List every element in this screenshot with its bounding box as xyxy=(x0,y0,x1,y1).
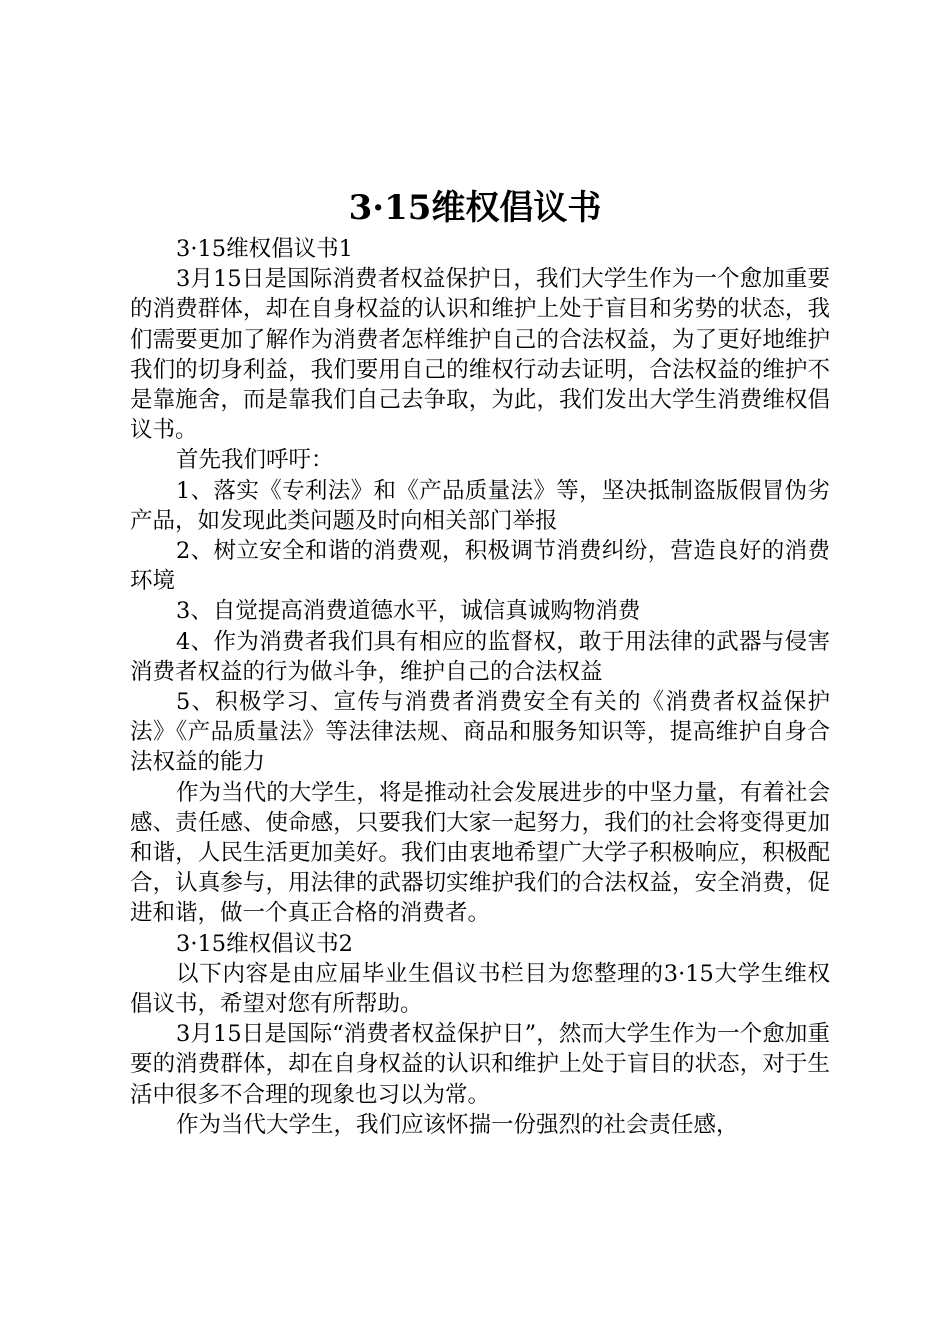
list-item: 3、自觉提高消费道德水平，诚信真诚购物消费 xyxy=(176,598,641,625)
list-item: 1、落实《专利法》和《产品质量法》等，坚决抵制盗版假冒伪劣产品，如发现此类问题及时向相关部门举报 xyxy=(130,477,830,534)
document-body xyxy=(130,234,830,1140)
paragraph: 3月15日是国际消费者权益保护日，我们大学生作为一个愈加重要的消费群体，却在自身权益的认识和维护上处于盲目和劣势的状态，我们需要更加了解作为消费者怎样维护自己的合法权益，为了更好地维护我们的切身利益，我们要用自己的维权行动去证明，合法权益的维护不是靠施舍，而是靠我们自己去争取，为此，我们发出大学生消费维权倡议书。 xyxy=(130,266,830,444)
list-item: 4、作为消费者我们具有相应的监督权，敢于用法律的武器与侵害消费者权益的行为做斗争，维护自己的合法权益 xyxy=(130,628,830,685)
paragraph: 首先我们呼吁： xyxy=(176,447,334,474)
paragraph: 以下内容是由应届毕业生倡议书栏目为您整理的3·15大学生维权倡议书，希望对您有所帮助。 xyxy=(130,960,830,1018)
list-item: 5、积极学习、宣传与消费者消费安全有关的《消费者权益保护法》《产品质量法》等法律法规、商品和服务知识等，提高维护自身合法权益的能力 xyxy=(130,689,830,776)
list-item: 2、树立安全和谐的消费观，积极调节消费纠纷，营造良好的消费环境 xyxy=(130,538,830,595)
paragraph: 3月15日是国际“消费者权益保护日”，然而大学生作为一个愈加重要的消费群体，却在自身权益的认识和维护上处于盲目的状态，对于生活中很多不合理的现象也习以为常。 xyxy=(130,1021,830,1108)
paragraph: 作为当代大学生，我们应该怀揣一份强烈的社会责任感， xyxy=(176,1111,739,1138)
section-heading-1: 3·15维权倡议书1 xyxy=(176,236,353,262)
paragraph: 作为当代的大学生，将是推动社会发展进步的中坚力量，有着社会感、责任感、使命感，只要我们大家一起努力，我们的社会将变得更加和谐，人民生活更加美好。我们由衷地希望广大学子积极响应，积极配合，认真参与，用法律的武器切实维护我们的合法权益，安全消费，促进和谐，做一个真正合格的消费者。 xyxy=(130,779,830,927)
section-heading-2: 3·15维权倡议书2 xyxy=(176,930,353,957)
document-title: 3·15维权倡议书 xyxy=(348,188,602,228)
